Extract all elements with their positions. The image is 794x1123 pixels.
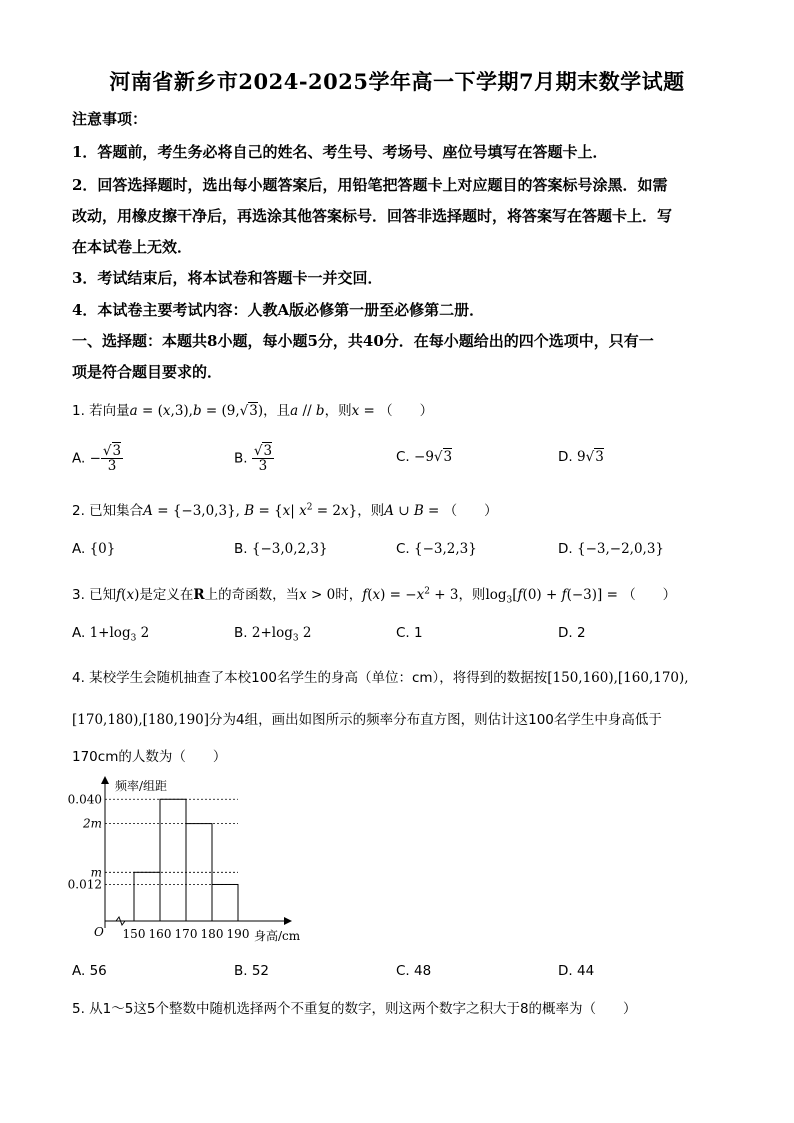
x-tick-label: 160 xyxy=(148,927,172,941)
q3-option-a[interactable]: A. $1+\log_3$ 2 xyxy=(72,625,150,644)
q3-option-c[interactable]: C. 1 xyxy=(396,625,423,641)
question-4-line1: 4. 某校学生会随机抽查了本校100名学生的身高（单位：cm），将得到的数据按[150,160),[160,170), xyxy=(72,670,689,686)
notice-item-2: 2．回答选择题时，选出每小题答案后，用铅笔把答题卡上对应题目的答案标号涂黑．如需 xyxy=(72,176,668,194)
page-title: 河南省新乡市2024-2025学年高一下学期7月期末数学试题 xyxy=(109,69,685,94)
y-tick-label: 0.040 xyxy=(68,792,102,807)
histogram-bar xyxy=(212,884,238,921)
histogram-bar xyxy=(160,799,186,921)
x-tick-label: 150 xyxy=(122,927,146,941)
y-tick-label: 0.012 xyxy=(68,877,102,892)
question-4-line3: 170cm的人数为（ ） xyxy=(72,749,227,765)
x-tick-label: 170 xyxy=(174,927,198,941)
question-1: 1. 若向量a = (x,3),b = (9,√3)，且a // b，则x = （ ） xyxy=(72,403,434,419)
x-tick-label: 190 xyxy=(226,927,250,941)
y-tick-label: 2m xyxy=(82,816,102,831)
origin-label: O xyxy=(94,925,104,939)
q1-option-b[interactable]: B. $\frac{√3}{3}$ xyxy=(234,443,273,475)
notice-item-4: 4．本试卷主要考试内容：人教A版必修第一册至必修第二册． xyxy=(72,301,485,319)
question-5: 5. 从1～5这5个整数中随机选择两个不重复的数字，则这两个数字之积大于8的概率为（ ） xyxy=(72,1001,637,1017)
q4-option-a[interactable]: A. 56 xyxy=(72,963,107,979)
question-4-line2: [170,180),[180,190]分为4组，画出如图所示的频率分布直方图，则估计这100名学生中身高低于 xyxy=(72,712,662,728)
q1-option-a[interactable]: A. − $\frac{√3}{3}$ xyxy=(72,443,122,475)
notice-heading: 注意事项： xyxy=(72,110,148,128)
section-heading-line1: 一、选择题：本题共8小题，每小题5分，共40分．在每小题给出的四个选项中，只有一 xyxy=(72,332,654,350)
q4-option-c[interactable]: C. 48 xyxy=(396,963,432,979)
q2-option-d[interactable]: D. {−3,−2,0,3} xyxy=(558,541,665,557)
x-tick-label: 180 xyxy=(200,927,224,941)
y-axis-label: 频率/组距 xyxy=(115,779,168,793)
histogram-bar xyxy=(134,872,160,921)
x-axis-label: 身高/cm xyxy=(254,929,301,943)
question-3: 3. 已知f(x)是定义在R上的奇函数，当x > 0时，$f(x) = -x^2 + 3$，则$\log_3[f(0) + f(-3)]$ = （ ） xyxy=(72,586,677,606)
q4-option-d[interactable]: D. 44 xyxy=(558,963,595,979)
notice-item-1: 1．答题前，考生务必将自己的姓名、考生号、考场号、座位号填写在答题卡上． xyxy=(72,143,608,161)
q3-option-b[interactable]: B. $2+\log_3$ 2 xyxy=(234,625,312,644)
q1-parallel: a xyxy=(290,403,299,419)
q1-option-c[interactable]: C. −9√3 xyxy=(396,449,453,465)
q2-option-b[interactable]: B. {−3,0,2,3} xyxy=(234,541,328,557)
section-heading-line2: 项是符合题目要求的． xyxy=(72,363,223,381)
notice-item-2-cont: 改动，用橡皮擦干净后，再选涂其他答案标号．回答非选择题时，将答案写在答题卡上．写 xyxy=(72,207,673,225)
frequency-histogram xyxy=(68,770,318,950)
notice-item-3: 3．考试结束后，将本试卷和答题卡一并交回． xyxy=(72,269,383,287)
q4-option-b[interactable]: B. 52 xyxy=(234,963,270,979)
notice-item-2-end: 在本试卷上无效． xyxy=(72,238,193,256)
q3-option-d[interactable]: D. 2 xyxy=(558,625,586,641)
y-tick-label: m xyxy=(90,865,102,880)
question-2: 2. 已知集合A = {−3,0,3}, B = {x| $x^2 = 2x$}，则A ∪ B = （ ） xyxy=(72,502,498,519)
q1-vectors: a xyxy=(129,403,138,419)
q1-option-d[interactable]: D. 9√3 xyxy=(558,449,604,465)
q2-option-a[interactable]: A. {0} xyxy=(72,541,116,557)
q2-option-c[interactable]: C. {−3,2,3} xyxy=(396,541,477,557)
